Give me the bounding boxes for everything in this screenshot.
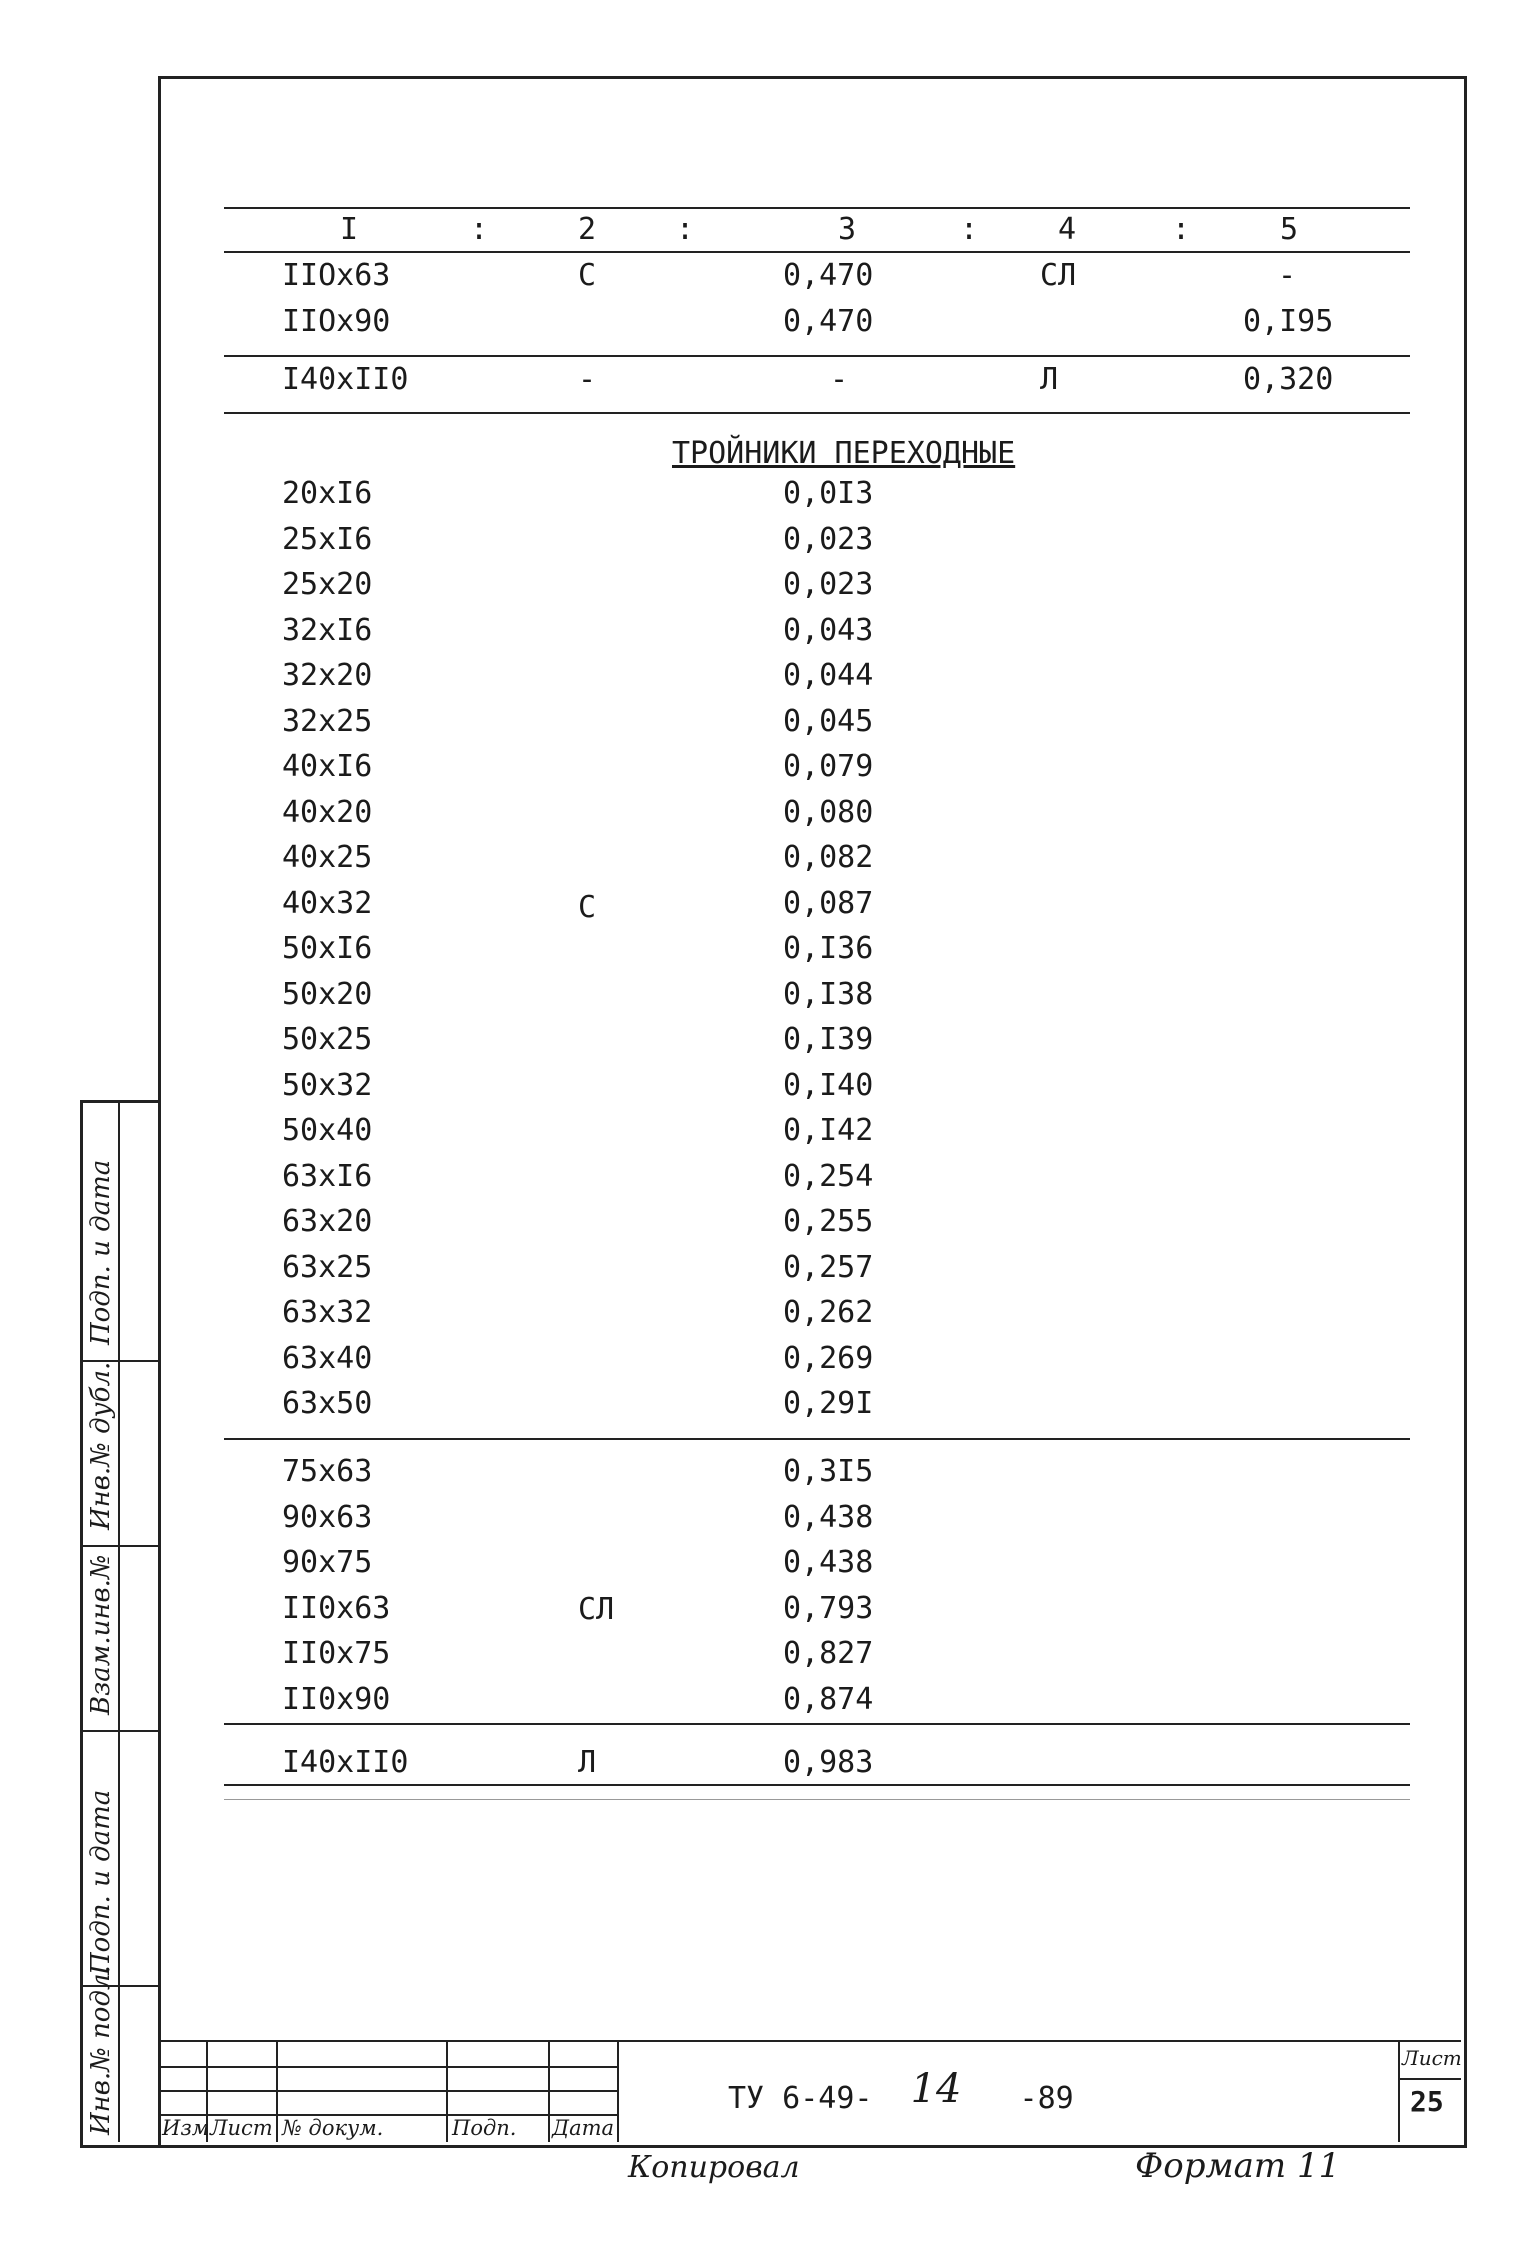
title-block-col [1398,2040,1400,2142]
top-row-1-material: С [578,258,597,293]
top-row-1-size: IIOx63 [282,258,391,293]
top-row-1-col5: - [1278,258,1297,293]
group-3-material: Л [578,1745,597,1780]
row-size: 20xI6 [282,476,373,511]
row-value: 0,0I3 [783,476,874,511]
sheet-cell-rule [1398,2078,1461,2080]
row-value: 0,082 [783,840,874,875]
row-value: 0,262 [783,1295,874,1330]
row-value: 0,29I [783,1386,874,1421]
row-value: 0,254 [783,1158,874,1194]
group-2-material: СЛ [578,1592,615,1627]
label-date: Дата [552,2116,615,2140]
side-stamp-sign-date-1: Подп. и дата [86,1159,116,1345]
group-3-size: I40xII0 [282,1745,409,1780]
row-value: 0,I36 [783,931,874,966]
code-number: 14 [910,2066,962,2112]
row-size: 40xI6 [282,749,373,784]
top-row-3-material: - [578,362,597,397]
header-sep: : [960,212,979,247]
row-value: 0,874 [783,1681,874,1717]
row-value: 0,257 [783,1249,874,1285]
row-value: 0,079 [783,749,874,784]
top-rows-rule [224,355,1410,357]
row-value: 0,I40 [783,1067,874,1103]
row-size: 25x20 [282,567,373,602]
row-value: 0,3I5 [783,1454,874,1489]
top-row-3-col5: 0,320 [1243,362,1334,397]
row-size: II0x63 [282,1590,391,1626]
row-size: 50xI6 [282,931,373,966]
row-value: 0,023 [783,521,874,557]
top-row-3-col3: - [830,362,849,397]
row-size: 40x32 [282,885,373,921]
row-value: 0,I38 [783,976,874,1012]
top-row-3-col4: Л [1040,362,1059,397]
row-size: 50x20 [282,976,373,1012]
label-sign: Подп. [452,2116,517,2140]
row-value: 0,255 [783,1204,874,1239]
side-stamp-sign-date-2: Подп. и дата [86,1789,116,1975]
table-bottom-rule [224,1799,1410,1800]
row-size: II0x75 [282,1636,391,1671]
row-size: 50x40 [282,1113,373,1148]
row-value: 0,023 [783,567,874,602]
title-block-col [617,2040,619,2142]
row-size: 32x20 [282,658,373,693]
label-list: Лист [210,2116,273,2140]
top-row-1-col4: СЛ [1040,258,1077,293]
row-size: II0x90 [282,1681,391,1717]
side-stamp-replace-inv: Взам.инв.№ [86,1554,116,1715]
sheet-label: Лист [1402,2046,1462,2070]
row-value: 0,793 [783,1590,874,1626]
row-size: 32x25 [282,703,373,739]
row-size: 90x63 [282,1499,373,1535]
row-size: 63xI6 [282,1158,373,1194]
section-rule [224,412,1410,414]
side-stamp-sep [80,1730,158,1732]
row-value: 0,044 [783,658,874,693]
label-izm: Изм [162,2116,210,2140]
top-row-2-col3: 0,470 [783,304,874,339]
row-value: 0,827 [783,1636,874,1671]
row-value: 0,438 [783,1499,874,1535]
code-suffix: -89 [1019,2081,1074,2116]
header-col-2: 2 [578,212,597,247]
title-block-top [158,2040,1461,2042]
row-size: 50x32 [282,1067,373,1103]
row-value: 0,043 [783,612,874,648]
row-size: 90x75 [282,1545,373,1580]
row-size: 63x40 [282,1340,373,1376]
header-sep: : [470,212,489,247]
row-size: 40x20 [282,794,373,830]
section-title: ТРОЙНИКИ ПЕРЕХОДНЫЕ [672,436,1016,471]
title-block-col [276,2040,278,2142]
row-value: 0,087 [783,885,874,921]
sheet-number: 25 [1410,2085,1444,2118]
group-1-material: С [578,890,597,925]
group-3-value: 0,983 [783,1745,874,1780]
document-code [728,2066,1074,2118]
row-size: 63x25 [282,1249,373,1285]
header-sep: : [1172,212,1191,247]
header-rule [224,251,1410,253]
row-size: 63x20 [282,1204,373,1239]
header-col-4: 4 [1058,212,1077,247]
table-top-rule [224,207,1410,209]
top-row-1-col3: 0,470 [783,258,874,293]
row-size: 63x50 [282,1386,373,1421]
row-value: 0,045 [783,703,874,739]
header-col-1: I [340,212,359,247]
top-row-2-col5: 0,I95 [1243,304,1334,339]
label-doc-no: № докум. [282,2116,384,2140]
top-row-2-size: IIOx90 [282,304,391,339]
row-size: 40x25 [282,840,373,875]
side-stamp-sep [80,1545,158,1547]
row-value: 0,438 [783,1545,874,1580]
row-value: 0,I39 [783,1022,874,1057]
copied-label: Копировал [628,2150,800,2185]
row-size: 50x25 [282,1022,373,1057]
side-stamp-dup-inv: Инв.№ дубл. [86,1361,116,1530]
group-3-rule [224,1784,1410,1786]
format-label: Формат 11 [1135,2146,1341,2186]
header-col-5: 5 [1280,212,1299,247]
top-row-3-size: I40xII0 [282,362,409,397]
row-value: 0,080 [783,794,874,830]
title-block-col [446,2040,448,2142]
group-2-rule [224,1723,1410,1725]
title-block-col [548,2040,550,2142]
row-value: 0,269 [783,1340,874,1376]
code-prefix: ТУ 6-49- [728,2081,873,2116]
header-col-3: 3 [838,212,857,247]
header-sep: : [676,212,695,247]
group-1-rule [224,1438,1410,1440]
row-size: 63x32 [282,1295,373,1330]
side-stamp-orig-inv: Инв.№ подл. [86,1965,116,2135]
row-size: 32xI6 [282,612,373,648]
row-value: 0,I42 [783,1113,874,1148]
row-size: 75x63 [282,1454,373,1489]
row-size: 25xI6 [282,521,373,557]
